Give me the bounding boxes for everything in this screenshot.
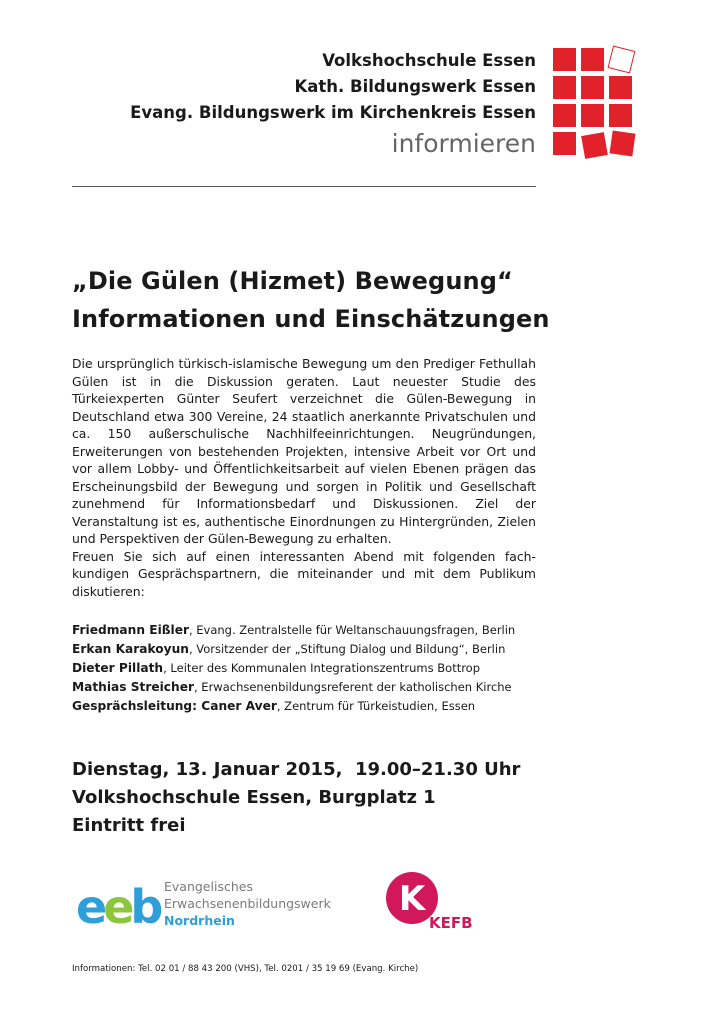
event-location: Volkshochschule Essen, Burgplatz 1 — [72, 787, 436, 808]
eeb-line-2: Erwachsenenbildungswerk — [164, 896, 331, 911]
kefb-label: KEFB — [429, 914, 473, 932]
eeb-logo-text — [164, 878, 331, 929]
speaker-name: Friedmann Eißler — [72, 623, 189, 637]
header-divider — [72, 186, 536, 187]
page-title — [72, 262, 672, 338]
speaker-row — [72, 621, 592, 640]
speaker-role: , Vorsitzender der „Stiftung Dialog und Bildung“, Berlin — [188, 642, 506, 656]
moderator-role: , Zentrum für Türkeistudien, Essen — [276, 699, 476, 713]
header-tagline: informieren — [391, 129, 536, 158]
speaker-name: Erkan Karakoyun — [72, 642, 189, 656]
title-line-1: „Die Gülen (Hizmet) Bewegung“ — [72, 267, 513, 295]
moderator-name: Gesprächsleitung: Caner Aver — [72, 699, 277, 713]
kefb-letter: K — [398, 879, 426, 919]
description-paragraph-1: Die ursprünglich türkisch-islamische Bewegung um den Prediger Fethullah Gülen ist in die Diskussion geraten. Laut neuester Studie des Türkeiexperten Günter Seufert verzeichnet die Gülen-Bewegung in Deutschland etwa 300 Vereine, 24 staatlich anerkannte Privatschulen und ca. 150 außerschulische Nachhilfeeinrichtungen. Neugründungen, Erweiterungen von bestehenden Projekten, intensive Arbeit vor Ort und vor allem Lobby- und Öffentlichkeitsarbeit auf vielen Ebenen prägen das Erscheinungsbild der Bewegung und sorgen in Politik und Gesellschaft zunehmend für Informationsbedarf und Diskussionen. Ziel der Veranstaltung ist es, authentische Einordnungen zu Hintergründen, Zielen und Perspektiven der Gülen-Bewegung zu erhalten. — [72, 356, 536, 546]
organizer-header — [110, 48, 536, 160]
speaker-name: Mathias Streicher — [72, 680, 194, 694]
footer-contact: Informationen: Tel. 02 01 / 88 43 200 (VHS), Tel. 0201 / 35 19 69 (Evang. Kirche) — [72, 964, 419, 974]
header-kath: Kath. Bildungswerk Essen — [294, 77, 536, 96]
speaker-role: , Evang. Zentralstelle für Weltanschauungsfragen, Berlin — [188, 623, 516, 637]
eeb-mark-icon — [76, 880, 160, 934]
vhs-grid-logo-icon — [553, 48, 637, 160]
event-description — [72, 355, 536, 600]
title-line-2: Informationen und Einschätzungen — [72, 305, 550, 333]
kefb-logo — [384, 870, 494, 936]
eeb-letter-e2: e — [103, 880, 131, 934]
description-paragraph-2: Freuen Sie sich auf einen interessanten Abend mit folgenden fach-kundigen Gesprächspartnern, die miteinander und mit dem Publikum diskutieren: — [72, 548, 536, 599]
eeb-line-1: Evangelisches — [164, 879, 253, 894]
header-vhs: Volkshochschule Essen — [322, 51, 536, 70]
event-date-time: Dienstag, 13. Januar 2015, 19.00–21.30 Uhr — [72, 759, 521, 780]
speaker-list — [72, 621, 592, 716]
speaker-name: Dieter Pillath — [72, 661, 164, 675]
speaker-role: , Erwachsenenbildungsreferent der katholischen Kirche — [194, 680, 512, 694]
speaker-row — [72, 640, 592, 659]
eeb-letter-b: b — [130, 880, 160, 934]
speaker-role: , Leiter des Kommunalen Integrationszentrums Bottrop — [163, 661, 481, 675]
eeb-letter-e1: e — [76, 880, 104, 934]
moderator-row — [72, 697, 592, 716]
event-admission: Eintritt frei — [72, 815, 186, 836]
eeb-line-3: Nordrhein — [164, 913, 235, 928]
speaker-row — [72, 659, 592, 678]
speaker-row — [72, 678, 592, 697]
event-details — [72, 756, 612, 840]
header-evang: Evang. Bildungswerk im Kirchenkreis Essen — [130, 103, 536, 122]
eeb-logo — [76, 872, 336, 932]
